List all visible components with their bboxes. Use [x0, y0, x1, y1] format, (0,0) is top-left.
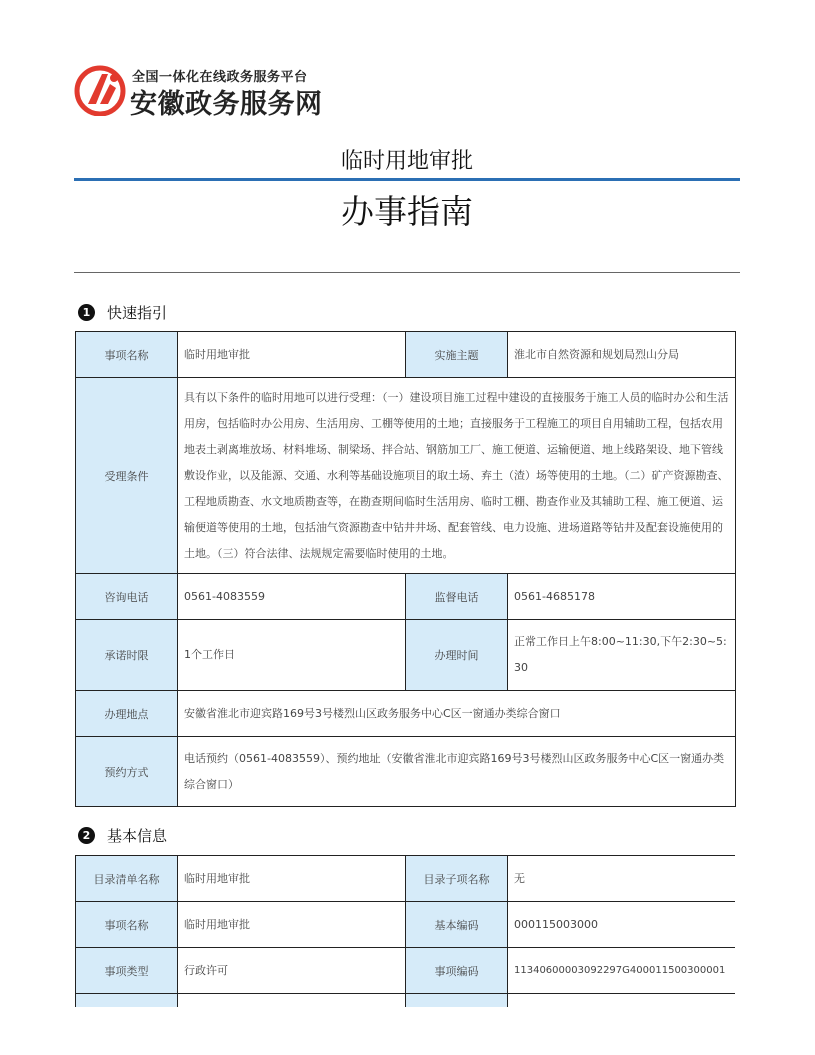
base-code-label: 基本编码	[406, 902, 508, 948]
item-name-label: 事项名称	[76, 332, 178, 378]
anhui-gov-logo-icon	[74, 64, 126, 116]
table-row	[76, 332, 736, 378]
basic-info-table-wrapper	[75, 855, 735, 1007]
booking-label: 预约方式	[76, 737, 178, 807]
table-row	[76, 620, 736, 691]
supervise-phone-label: 监督电话	[406, 574, 508, 620]
item-type-label: 事项类型	[76, 948, 178, 994]
conditions-value: 具有以下条件的临时用地可以进行受理：（一）建设项目施工过程中建设的直接服务于施工人员的临时办公和生活用房，包括临时办公用房、生活用房、工棚等使用的土地；直接服务于工程施工的项目自用辅助工程，包括农用地表土剥离堆放场、材料堆场、制梁场、拌合站、钢筋加工厂、施工便道、运输便道、地上线路架设、地下管线敷设作业，以及能源、交通、水利等基础设施项目的取土场、弃土（渣）场等使用的土地。（二）矿产资源勘查、工程地质勘查、水文地质勘查等，在勘查期间临时生活用房、临时工棚、勘查作业及其辅助工程、施工便道、运输便道等使用的土地，包括油气资源勘查中钻井井场、配套管线、电力设施、进场道路等钻井及配套设施使用的土地。（三）符合法律、法规规定需要临时使用的土地。	[178, 378, 736, 574]
catalog-name-label: 目录清单名称	[76, 856, 178, 902]
table-row	[76, 856, 736, 902]
section-number-badge: 1	[78, 304, 95, 321]
consult-phone-value: 0561-4083559	[178, 574, 406, 620]
title-divider	[74, 178, 740, 181]
table-cell	[508, 994, 736, 1008]
item-name-value: 临时用地审批	[178, 332, 406, 378]
item-code-label: 事项编码	[406, 948, 508, 994]
table-row	[76, 691, 736, 737]
table-cell	[178, 994, 406, 1008]
impl-subject-value: 淮北市自然资源和规划局烈山分局	[508, 332, 736, 378]
catalog-sub-label: 目录子项名称	[406, 856, 508, 902]
supervise-phone-value: 0561-4685178	[508, 574, 736, 620]
promise-time-value: 1个工作日	[178, 620, 406, 691]
consult-phone-label: 咨询电话	[76, 574, 178, 620]
logo-platform-text: 全国一体化在线政务服务平台	[132, 70, 308, 85]
item-name-value: 临时用地审批	[178, 902, 406, 948]
table-row	[76, 574, 736, 620]
section-title: 快速指引	[107, 303, 168, 322]
item-code-value: 11340600003092297G400011500300001	[508, 948, 736, 994]
catalog-name-value: 临时用地审批	[178, 856, 406, 902]
office-hours-value: 正常工作日上午8:00~11:30,下午2:30~5:30	[508, 620, 736, 691]
office-hours-label: 办理时间	[406, 620, 508, 691]
item-type-value: 行政许可	[178, 948, 406, 994]
section-title: 基本信息	[107, 826, 168, 845]
table-row	[76, 994, 736, 1008]
page-title: 临时用地审批	[340, 149, 473, 174]
header-divider	[74, 272, 740, 273]
quick-guide-table	[75, 331, 736, 807]
conditions-label: 受理条件	[76, 378, 178, 574]
table-cell	[406, 994, 508, 1008]
table-row	[76, 902, 736, 948]
table-row	[76, 948, 736, 994]
table-row	[76, 378, 736, 574]
booking-value: 电话预约（0561-4083559）、预约地址（安徽省淮北市迎宾路169号3号楼烈山区政务服务中心C区一窗通办类综合窗口）	[178, 737, 736, 807]
promise-time-label: 承诺时限	[76, 620, 178, 691]
item-name-label: 事项名称	[76, 902, 178, 948]
section-number-badge: 2	[78, 827, 95, 844]
table-row	[76, 737, 736, 807]
basic-info-table	[75, 855, 735, 1007]
table-cell	[76, 994, 178, 1008]
base-code-value: 000115003000	[508, 902, 736, 948]
impl-subject-label: 实施主题	[406, 332, 508, 378]
section-quick-guide-heading	[78, 301, 167, 323]
location-label: 办理地点	[76, 691, 178, 737]
site-logo[interactable]	[74, 64, 374, 120]
location-value: 安徽省淮北市迎宾路169号3号楼烈山区政务服务中心C区一窗通办类综合窗口	[178, 691, 736, 737]
page-subtitle: 办事指南	[341, 192, 473, 231]
logo-site-name: 安徽政务服务网	[130, 89, 323, 120]
catalog-sub-value: 无	[508, 856, 736, 902]
section-basic-info-heading	[78, 824, 167, 846]
